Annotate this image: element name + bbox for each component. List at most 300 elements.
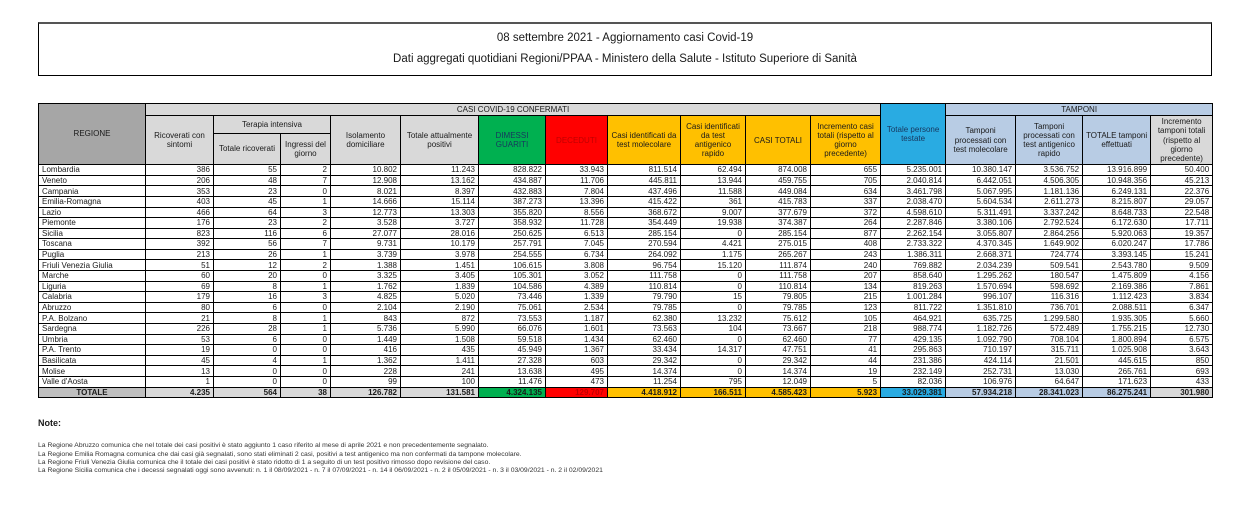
data-cell: 270.594 xyxy=(608,239,681,250)
notes-section xyxy=(38,418,1212,476)
data-cell: 3.325 xyxy=(331,271,401,282)
data-cell: 11.243 xyxy=(401,165,479,176)
data-cell: 75.612 xyxy=(746,313,811,324)
data-cell: 106.615 xyxy=(479,260,546,271)
totale-cell: 126.782 xyxy=(331,387,401,398)
data-cell: 3.461.798 xyxy=(881,186,946,197)
col-header-tamponi-antigenico: Tamponi processati con test antigenico rapido xyxy=(1016,116,1083,165)
data-cell: 1.800.894 xyxy=(1083,334,1151,345)
data-cell: 416 xyxy=(331,345,401,356)
covid-data-table xyxy=(38,103,1213,398)
region-name: Basilicata xyxy=(39,355,146,366)
data-cell: 45 xyxy=(146,355,214,366)
data-cell: 337 xyxy=(811,196,881,207)
data-cell: 1.434 xyxy=(546,334,608,345)
data-cell: 254.555 xyxy=(479,249,546,260)
data-cell: 73.553 xyxy=(479,313,546,324)
data-cell: 264.092 xyxy=(608,249,681,260)
data-cell: 386 xyxy=(146,165,214,176)
data-cell: 48 xyxy=(214,175,281,186)
data-cell: 1 xyxy=(281,355,331,366)
data-cell: 207 xyxy=(811,271,881,282)
data-cell: 5.311.491 xyxy=(946,207,1016,218)
data-cell: 134 xyxy=(811,281,881,292)
data-cell: 29.057 xyxy=(1151,196,1213,207)
data-cell: 5.020 xyxy=(401,292,479,303)
data-cell: 7.804 xyxy=(546,186,608,197)
data-cell: 3.528 xyxy=(331,218,401,229)
data-cell: 996.107 xyxy=(946,292,1016,303)
col-header-regione: REGIONE xyxy=(39,104,146,165)
data-cell: 26 xyxy=(214,249,281,260)
data-cell: 231.386 xyxy=(881,355,946,366)
data-cell: 0 xyxy=(281,345,331,356)
data-cell: 2.668.371 xyxy=(946,249,1016,260)
data-cell: 99 xyxy=(331,377,401,388)
data-cell: 73.446 xyxy=(479,292,546,303)
data-cell: 111.758 xyxy=(608,271,681,282)
data-cell: 123 xyxy=(811,302,881,313)
data-cell: 33.434 xyxy=(608,345,681,356)
data-cell: 23 xyxy=(214,186,281,197)
data-cell: 21 xyxy=(146,313,214,324)
table-header xyxy=(39,104,1213,165)
data-cell: 3.393.145 xyxy=(1083,249,1151,260)
data-cell: 315.711 xyxy=(1016,345,1083,356)
data-cell: 27.077 xyxy=(331,228,401,239)
col-header-ricoverati: Ricoverati con sintomi xyxy=(146,116,214,165)
table-row xyxy=(39,377,1213,388)
data-cell: 6.020.247 xyxy=(1083,239,1151,250)
data-cell: 12 xyxy=(214,260,281,271)
data-cell: 2 xyxy=(281,260,331,271)
data-cell: 12.049 xyxy=(746,377,811,388)
totale-cell: 4.324.135 xyxy=(479,387,546,398)
data-cell: 47.751 xyxy=(746,345,811,356)
data-cell: 111.874 xyxy=(746,260,811,271)
data-cell: 5.736 xyxy=(331,324,401,335)
totale-cell: 33.029.381 xyxy=(881,387,946,398)
data-cell: 285.154 xyxy=(608,228,681,239)
data-cell: 45.949 xyxy=(479,345,546,356)
totale-label: TOTALE xyxy=(39,387,146,398)
data-cell: 3.834 xyxy=(1151,292,1213,303)
table-row xyxy=(39,239,1213,250)
data-cell: 0 xyxy=(681,228,746,239)
table-row xyxy=(39,207,1213,218)
region-name: Abruzzo xyxy=(39,302,146,313)
table-row xyxy=(39,175,1213,186)
data-cell: 0 xyxy=(681,302,746,313)
data-cell: 14.666 xyxy=(331,196,401,207)
data-cell: 354.449 xyxy=(608,218,681,229)
data-cell: 361 xyxy=(681,196,746,207)
data-cell: 1.362 xyxy=(331,355,401,366)
data-cell: 6.172.630 xyxy=(1083,218,1151,229)
data-cell: 3.739 xyxy=(331,249,401,260)
data-cell: 5.660 xyxy=(1151,313,1213,324)
data-cell: 14.317 xyxy=(681,345,746,356)
region-name: P.A. Trento xyxy=(39,345,146,356)
data-cell: 823 xyxy=(146,228,214,239)
data-cell: 2.262.154 xyxy=(881,228,946,239)
data-cell: 13.396 xyxy=(546,196,608,207)
data-cell: 2.534 xyxy=(546,302,608,313)
data-cell: 19 xyxy=(146,345,214,356)
data-cell: 769.882 xyxy=(881,260,946,271)
data-cell: 79.790 xyxy=(608,292,681,303)
table-row xyxy=(39,345,1213,356)
data-cell: 110.814 xyxy=(746,281,811,292)
data-cell: 11.254 xyxy=(608,377,681,388)
data-cell: 4.156 xyxy=(1151,271,1213,282)
data-cell: 241 xyxy=(401,366,479,377)
data-cell: 3.808 xyxy=(546,260,608,271)
data-cell: 843 xyxy=(331,313,401,324)
col-header-deceduti: DECEDUTI xyxy=(546,116,608,165)
data-cell: 434.887 xyxy=(479,175,546,186)
data-cell: 8.215.807 xyxy=(1083,196,1151,207)
region-name: Campania xyxy=(39,186,146,197)
data-cell: 1.182.726 xyxy=(946,324,1016,335)
data-cell: 8.397 xyxy=(401,186,479,197)
data-cell: 44 xyxy=(811,355,881,366)
data-cell: 10.380.147 xyxy=(946,165,1016,176)
data-cell: 3 xyxy=(281,207,331,218)
data-cell: 2.864.256 xyxy=(1016,228,1083,239)
data-cell: 372 xyxy=(811,207,881,218)
data-cell: 240 xyxy=(811,260,881,271)
data-cell: 7 xyxy=(281,175,331,186)
data-cell: 432.883 xyxy=(479,186,546,197)
totale-row xyxy=(39,387,1213,398)
data-cell: 872 xyxy=(401,313,479,324)
col-header-attualmente-positivi: Totale attualmente positivi xyxy=(401,116,479,165)
data-cell: 3 xyxy=(281,292,331,303)
page-title: 08 settembre 2021 - Aggiornamento casi Covid-19 xyxy=(496,32,754,44)
note-item: La Regione Friuli Venezia Giulia comunica che il totale dei casi positivi è stato ridotto di 1 a seguito di un test positivo rimosso dopo revisione del caso. xyxy=(38,459,491,466)
data-cell: 206 xyxy=(146,175,214,186)
data-cell: 3.643 xyxy=(1151,345,1213,356)
data-cell: 264 xyxy=(811,218,881,229)
data-cell: 29.342 xyxy=(746,355,811,366)
totale-cell: 5.923 xyxy=(811,387,881,398)
data-cell: 9.731 xyxy=(331,239,401,250)
data-cell: 377.679 xyxy=(746,207,811,218)
data-cell: 1.762 xyxy=(331,281,401,292)
data-cell: 874.008 xyxy=(746,165,811,176)
data-cell: 429.135 xyxy=(881,334,946,345)
data-cell: 0 xyxy=(281,366,331,377)
data-cell: 0 xyxy=(214,377,281,388)
totale-cell: 129.707 xyxy=(546,387,608,398)
region-name: Puglia xyxy=(39,249,146,260)
data-cell: 5.235.001 xyxy=(881,165,946,176)
notes-list xyxy=(38,442,1212,476)
data-cell: 4 xyxy=(214,355,281,366)
data-cell: 1.092.790 xyxy=(946,334,1016,345)
data-cell: 1 xyxy=(281,313,331,324)
totale-cell: 564 xyxy=(214,387,281,398)
data-cell: 179 xyxy=(146,292,214,303)
data-cell: 4.506.305 xyxy=(1016,175,1083,186)
data-cell: 13.162 xyxy=(401,175,479,186)
data-cell: 449.084 xyxy=(746,186,811,197)
data-cell: 2.088.511 xyxy=(1083,302,1151,313)
data-cell: 250.625 xyxy=(479,228,546,239)
data-cell: 64.647 xyxy=(1016,377,1083,388)
data-cell: 358.932 xyxy=(479,218,546,229)
data-cell: 0 xyxy=(214,366,281,377)
data-cell: 858.640 xyxy=(881,271,946,282)
data-cell: 710.197 xyxy=(946,345,1016,356)
table-row xyxy=(39,271,1213,282)
data-cell: 11.588 xyxy=(681,186,746,197)
data-cell: 11.728 xyxy=(546,218,608,229)
data-cell: 77 xyxy=(811,334,881,345)
data-cell: 0 xyxy=(281,271,331,282)
data-cell: 22.548 xyxy=(1151,207,1213,218)
data-cell: 1.935.305 xyxy=(1083,313,1151,324)
region-name: Valle d'Aosta xyxy=(39,377,146,388)
data-cell: 1.388 xyxy=(331,260,401,271)
data-cell: 2.611.273 xyxy=(1016,196,1083,207)
region-rows xyxy=(39,165,1213,387)
table-row xyxy=(39,324,1213,335)
data-cell: 5.604.534 xyxy=(946,196,1016,207)
data-cell: 6 xyxy=(214,302,281,313)
data-cell: 12.908 xyxy=(331,175,401,186)
data-cell: 811.514 xyxy=(608,165,681,176)
col-header-isolamento: Isolamento domiciliare xyxy=(331,116,401,165)
data-cell: 20 xyxy=(214,271,281,282)
group-header-terapia-intensiva: Terapia intensiva xyxy=(214,116,331,134)
data-cell: 295.863 xyxy=(881,345,946,356)
data-cell: 1.475.809 xyxy=(1083,271,1151,282)
table-row xyxy=(39,355,1213,366)
data-cell: 6.442.051 xyxy=(946,175,1016,186)
data-cell: 28.016 xyxy=(401,228,479,239)
data-cell: 19.357 xyxy=(1151,228,1213,239)
data-cell: 4.370.345 xyxy=(946,239,1016,250)
data-cell: 1.351.810 xyxy=(946,302,1016,313)
data-cell: 9.007 xyxy=(681,207,746,218)
data-cell: 635.725 xyxy=(946,313,1016,324)
data-cell: 1.411 xyxy=(401,355,479,366)
region-name: Lazio xyxy=(39,207,146,218)
data-cell: 6.734 xyxy=(546,249,608,260)
col-header-tamponi-molecolare: Tamponi processati con test molecolare xyxy=(946,116,1016,165)
note-item: La Regione Sicilia comunica che i decessi segnalati oggi sono avvenuti: n. 1 il 08/09/2021 - n. 7 il 07/09/2021 - n. 14 il 06/09/2021 - n. 2 il 05/09/2021 - n. 3 il 03/09/2021 - n. 2 il 02/09/2021 xyxy=(38,467,603,475)
data-cell: 8.021 xyxy=(331,186,401,197)
region-name: Piemonte xyxy=(39,218,146,229)
data-cell: 445.811 xyxy=(608,175,681,186)
data-cell: 408 xyxy=(811,239,881,250)
data-cell: 1 xyxy=(281,196,331,207)
data-cell: 3.536.752 xyxy=(1016,165,1083,176)
data-cell: 3.055.807 xyxy=(946,228,1016,239)
data-cell: 466 xyxy=(146,207,214,218)
data-cell: 4.825 xyxy=(331,292,401,303)
totale-cell: 86.275.241 xyxy=(1083,387,1151,398)
totale-cell: 57.934.218 xyxy=(946,387,1016,398)
region-name: Sicilia xyxy=(39,228,146,239)
data-cell: 355.820 xyxy=(479,207,546,218)
data-cell: 66.076 xyxy=(479,324,546,335)
data-cell: 353 xyxy=(146,186,214,197)
data-cell: 1.187 xyxy=(546,313,608,324)
data-cell: 69 xyxy=(146,281,214,292)
data-cell: 736.701 xyxy=(1016,302,1083,313)
data-cell: 226 xyxy=(146,324,214,335)
data-cell: 285.154 xyxy=(746,228,811,239)
data-cell: 6 xyxy=(281,228,331,239)
data-cell: 116 xyxy=(214,228,281,239)
data-cell: 1.175 xyxy=(681,249,746,260)
data-cell: 7.045 xyxy=(546,239,608,250)
data-cell: 73.563 xyxy=(608,324,681,335)
data-cell: 819.263 xyxy=(881,281,946,292)
notes-label: Note: xyxy=(38,418,61,429)
data-cell: 45.213 xyxy=(1151,175,1213,186)
data-cell: 603 xyxy=(546,355,608,366)
data-cell: 232.149 xyxy=(881,366,946,377)
data-cell: 1.339 xyxy=(546,292,608,303)
data-cell: 50.400 xyxy=(1151,165,1213,176)
data-cell: 14.374 xyxy=(608,366,681,377)
totale-cell: 131.581 xyxy=(401,387,479,398)
data-cell: 8 xyxy=(214,313,281,324)
data-cell: 2.040.814 xyxy=(881,175,946,186)
data-cell: 64 xyxy=(214,207,281,218)
data-cell: 110.814 xyxy=(608,281,681,292)
data-cell: 96.754 xyxy=(608,260,681,271)
data-cell: 14.374 xyxy=(746,366,811,377)
data-cell: 828.822 xyxy=(479,165,546,176)
data-cell: 415.422 xyxy=(608,196,681,207)
data-cell: 1.449 xyxy=(331,334,401,345)
data-cell: 437.496 xyxy=(608,186,681,197)
data-cell: 2 xyxy=(281,165,331,176)
data-cell: 28 xyxy=(214,324,281,335)
data-cell: 45 xyxy=(214,196,281,207)
data-cell: 435 xyxy=(401,345,479,356)
data-cell: 22.376 xyxy=(1151,186,1213,197)
data-cell: 104 xyxy=(681,324,746,335)
data-cell: 3.337.242 xyxy=(1016,207,1083,218)
table-row xyxy=(39,165,1213,176)
data-cell: 1.025.908 xyxy=(1083,345,1151,356)
data-cell: 655 xyxy=(811,165,881,176)
data-cell: 445.615 xyxy=(1083,355,1151,366)
totale-cell: 4.585.423 xyxy=(746,387,811,398)
data-cell: 27.328 xyxy=(479,355,546,366)
data-cell: 13.232 xyxy=(681,313,746,324)
col-header-casi-molecolare: Casi identificati da test molecolare xyxy=(608,116,681,165)
table-row xyxy=(39,366,1213,377)
data-cell: 252.731 xyxy=(946,366,1016,377)
data-cell: 387.273 xyxy=(479,196,546,207)
data-cell: 374.387 xyxy=(746,218,811,229)
table-row xyxy=(39,281,1213,292)
data-cell: 180.547 xyxy=(1016,271,1083,282)
data-cell: 82.036 xyxy=(881,377,946,388)
data-cell: 105.301 xyxy=(479,271,546,282)
data-cell: 1.601 xyxy=(546,324,608,335)
col-header-incremento-tamponi: Incremento tamponi totali (rispetto al giorno precedente) xyxy=(1151,116,1213,165)
totale-cell: 301.980 xyxy=(1151,387,1213,398)
data-cell: 1.451 xyxy=(401,260,479,271)
table-row xyxy=(39,302,1213,313)
totale-cell: 38 xyxy=(281,387,331,398)
data-cell: 62.460 xyxy=(746,334,811,345)
data-cell: 10.948.356 xyxy=(1083,175,1151,186)
data-cell: 4.389 xyxy=(546,281,608,292)
col-header-casi-antigenico: Casi identificati da test antigenico rapido xyxy=(681,116,746,165)
data-cell: 105 xyxy=(811,313,881,324)
totale-row-container xyxy=(39,387,1213,398)
data-cell: 2.543.780 xyxy=(1083,260,1151,271)
data-cell: 79.785 xyxy=(608,302,681,313)
data-cell: 1.112.423 xyxy=(1083,292,1151,303)
data-cell: 4.598.610 xyxy=(881,207,946,218)
data-cell: 3.405 xyxy=(401,271,479,282)
data-cell: 59.518 xyxy=(479,334,546,345)
data-cell: 16 xyxy=(214,292,281,303)
data-cell: 213 xyxy=(146,249,214,260)
table-row xyxy=(39,228,1213,239)
data-cell: 13.303 xyxy=(401,207,479,218)
data-cell: 1 xyxy=(281,249,331,260)
region-name: Marche xyxy=(39,271,146,282)
data-cell: 572.489 xyxy=(1016,324,1083,335)
note-item: La Regione Emilia Romagna comunica che dai casi già segnalati, sono stati eliminati 2 casi, positivi a test antigenico ma non confermati da tampone molecolare. xyxy=(38,450,522,458)
data-cell: 79.805 xyxy=(746,292,811,303)
data-cell: 53 xyxy=(146,334,214,345)
data-cell: 850 xyxy=(1151,355,1213,366)
data-cell: 265.267 xyxy=(746,249,811,260)
data-cell: 5 xyxy=(811,377,881,388)
data-cell: 62.380 xyxy=(608,313,681,324)
data-cell: 2.169.386 xyxy=(1083,281,1151,292)
region-name: Liguria xyxy=(39,281,146,292)
data-cell: 100 xyxy=(401,377,479,388)
data-cell: 6.249.131 xyxy=(1083,186,1151,197)
data-cell: 79.785 xyxy=(746,302,811,313)
data-cell: 1.367 xyxy=(546,345,608,356)
data-cell: 10.179 xyxy=(401,239,479,250)
data-cell: 62.460 xyxy=(608,334,681,345)
col-header-totale-ricoverati: Totale ricoverati xyxy=(214,133,281,164)
table-row xyxy=(39,260,1213,271)
data-cell: 8.648.733 xyxy=(1083,207,1151,218)
data-cell: 62.494 xyxy=(681,165,746,176)
data-cell: 1.386.311 xyxy=(881,249,946,260)
data-cell: 275.015 xyxy=(746,239,811,250)
data-cell: 9.509 xyxy=(1151,260,1213,271)
data-cell: 29.342 xyxy=(608,355,681,366)
data-cell: 10.802 xyxy=(331,165,401,176)
data-cell: 459.755 xyxy=(746,175,811,186)
region-name: Molise xyxy=(39,366,146,377)
data-cell: 0 xyxy=(681,271,746,282)
data-cell: 11.706 xyxy=(546,175,608,186)
data-cell: 73.667 xyxy=(746,324,811,335)
data-cell: 15.241 xyxy=(1151,249,1213,260)
data-cell: 705 xyxy=(811,175,881,186)
data-cell: 392 xyxy=(146,239,214,250)
data-cell: 6.347 xyxy=(1151,302,1213,313)
